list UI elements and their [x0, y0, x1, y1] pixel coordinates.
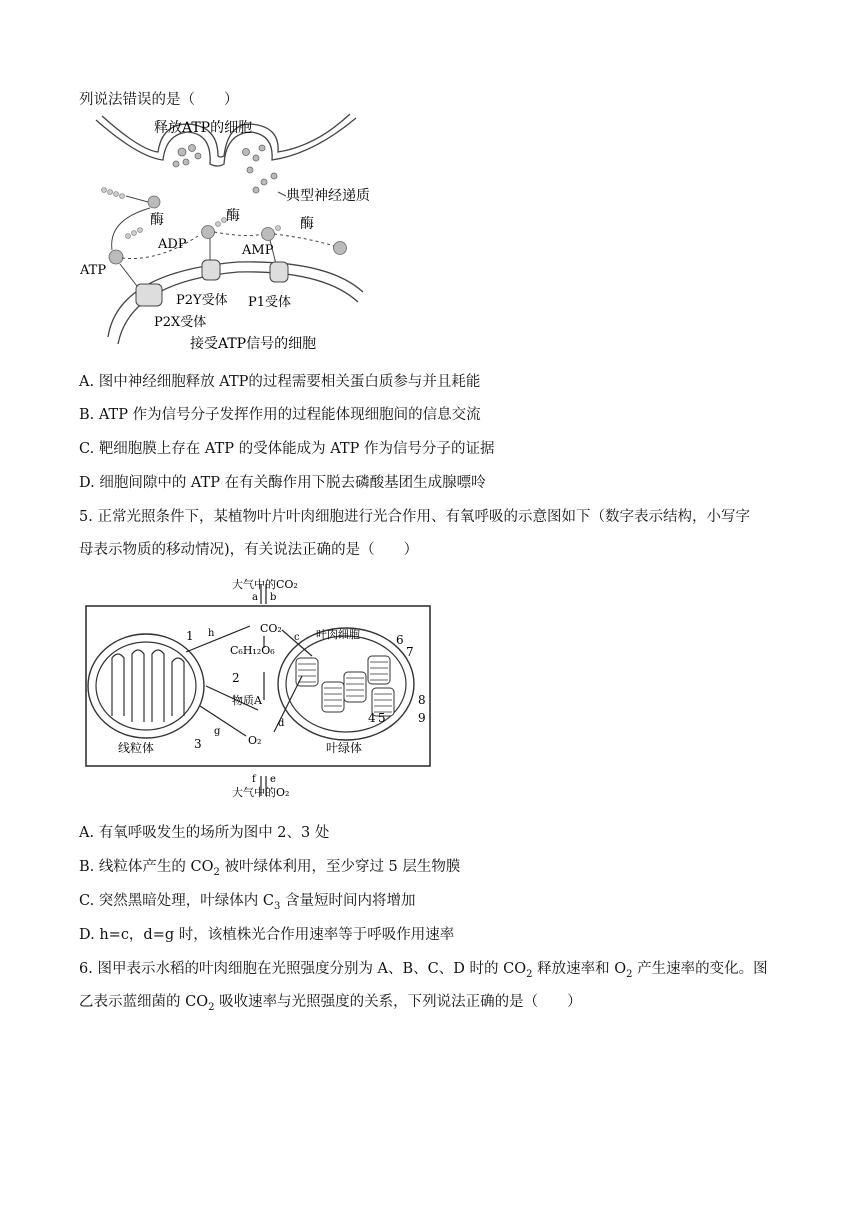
chloro-label: 叶绿体 — [326, 741, 363, 755]
num-6: 6 — [396, 633, 404, 647]
num-1: 1 — [186, 629, 194, 643]
q5-option-d: D. h=c，d=g 时，该植株光合作用速率等于呼吸作用速率 — [79, 927, 455, 943]
q4-option-c: C. 靶细胞膜上存在 ATP 的受体能成为 ATP 作为信号分子的证据 — [79, 441, 495, 457]
label-h: h — [208, 628, 215, 639]
mesophyll-label: 叶肉细胞 — [316, 628, 360, 641]
enzyme-label-2: 酶 — [226, 208, 240, 224]
q5-option-b: B. 线粒体产生的 $CO_2$ 被叶绿体利用，至少穿过 5 层生物膜 — [79, 859, 461, 878]
q5-option-c: C. 突然黑暗处理，叶绿体内 $C_3$ 含量短时间内将增加 — [79, 893, 416, 912]
q6-stem-line2: 乙表示蓝细菌的 $CO_2$ 吸收速率与光照强度的关系，下列说法正确的是（ ） — [79, 994, 582, 1013]
label-b: b — [270, 592, 277, 603]
num-7: 7 — [406, 645, 414, 659]
q5-stem-line1: 5. 正常光照条件下，某植物叶片叶肉细胞进行光合作用、有氧呼吸的示意图如下（数字表示结构，小写字 — [79, 509, 750, 525]
substance-a-label: 物质A — [232, 694, 262, 707]
atp-signaling-figure — [78, 112, 378, 357]
enzyme-label-3: 酶 — [300, 216, 314, 232]
p2y-label: P2Y受体 — [176, 293, 228, 308]
label-g: g — [214, 726, 221, 737]
num-5: 5 — [378, 711, 386, 725]
cell-organelle-figure — [82, 576, 434, 802]
p2x-label: P2X受体 — [154, 315, 207, 330]
atp-label: ATP — [80, 263, 107, 278]
q4-option-a: A. 图中神经细胞释放 ATP的过程需要相关蛋白质参与并且耗能 — [79, 374, 481, 390]
typical-nt-label: 典型神经递质 — [286, 188, 370, 204]
mito-label: 线粒体 — [118, 741, 155, 755]
q6-stem-line1: 6. 图甲表示水稻的叶肉细胞在光照强度分别为 A、B、C、D 时的 $CO_2$ 释放速率和 $O_2$ 产生速率的变化。图 — [79, 961, 768, 980]
adp-label: ADP — [158, 237, 187, 252]
q5-option-a: A. 有氧呼吸发生的场所为图中 2、3 处 — [79, 825, 330, 841]
q4-stem-tail: 列说法错误的是（ ） — [79, 92, 239, 108]
co2-label: CO₂ — [260, 622, 282, 635]
num-8: 8 — [418, 693, 426, 707]
atm-co2-label: 大气中的CO₂ — [232, 578, 298, 591]
glucose-label: C₆H₁₂O₆ — [230, 644, 275, 657]
label-d: d — [278, 718, 285, 729]
p1-label: P1受体 — [248, 295, 292, 310]
q4-option-d: D. 细胞间隙中的 ATP 在有关酶作用下脱去磷酸基团生成腺嘌呤 — [79, 475, 486, 491]
num-4: 4 — [368, 711, 376, 725]
label-c: c — [294, 632, 300, 643]
receive-cell-label: 接受ATP信号的细胞 — [190, 336, 317, 352]
q5-stem-line2: 母表示物质的移动情况)，有关说法正确的是（ ） — [79, 542, 419, 558]
atm-o2-label: 大气中的O₂ — [232, 786, 290, 799]
enzyme-label-1: 酶 — [150, 212, 164, 228]
q4-option-b: B. ATP 作为信号分子发挥作用的过程能体现细胞间的信息交流 — [79, 407, 481, 423]
o2-label: O₂ — [248, 734, 262, 747]
num-2: 2 — [232, 671, 240, 685]
label-a: a — [252, 592, 258, 603]
num-3: 3 — [194, 737, 202, 751]
amp-label: AMP — [242, 243, 274, 258]
release-cell-label: 释放ATP的细胞 — [154, 120, 253, 136]
label-f: f — [252, 774, 256, 785]
num-9: 9 — [418, 711, 426, 725]
label-e: e — [270, 774, 276, 785]
